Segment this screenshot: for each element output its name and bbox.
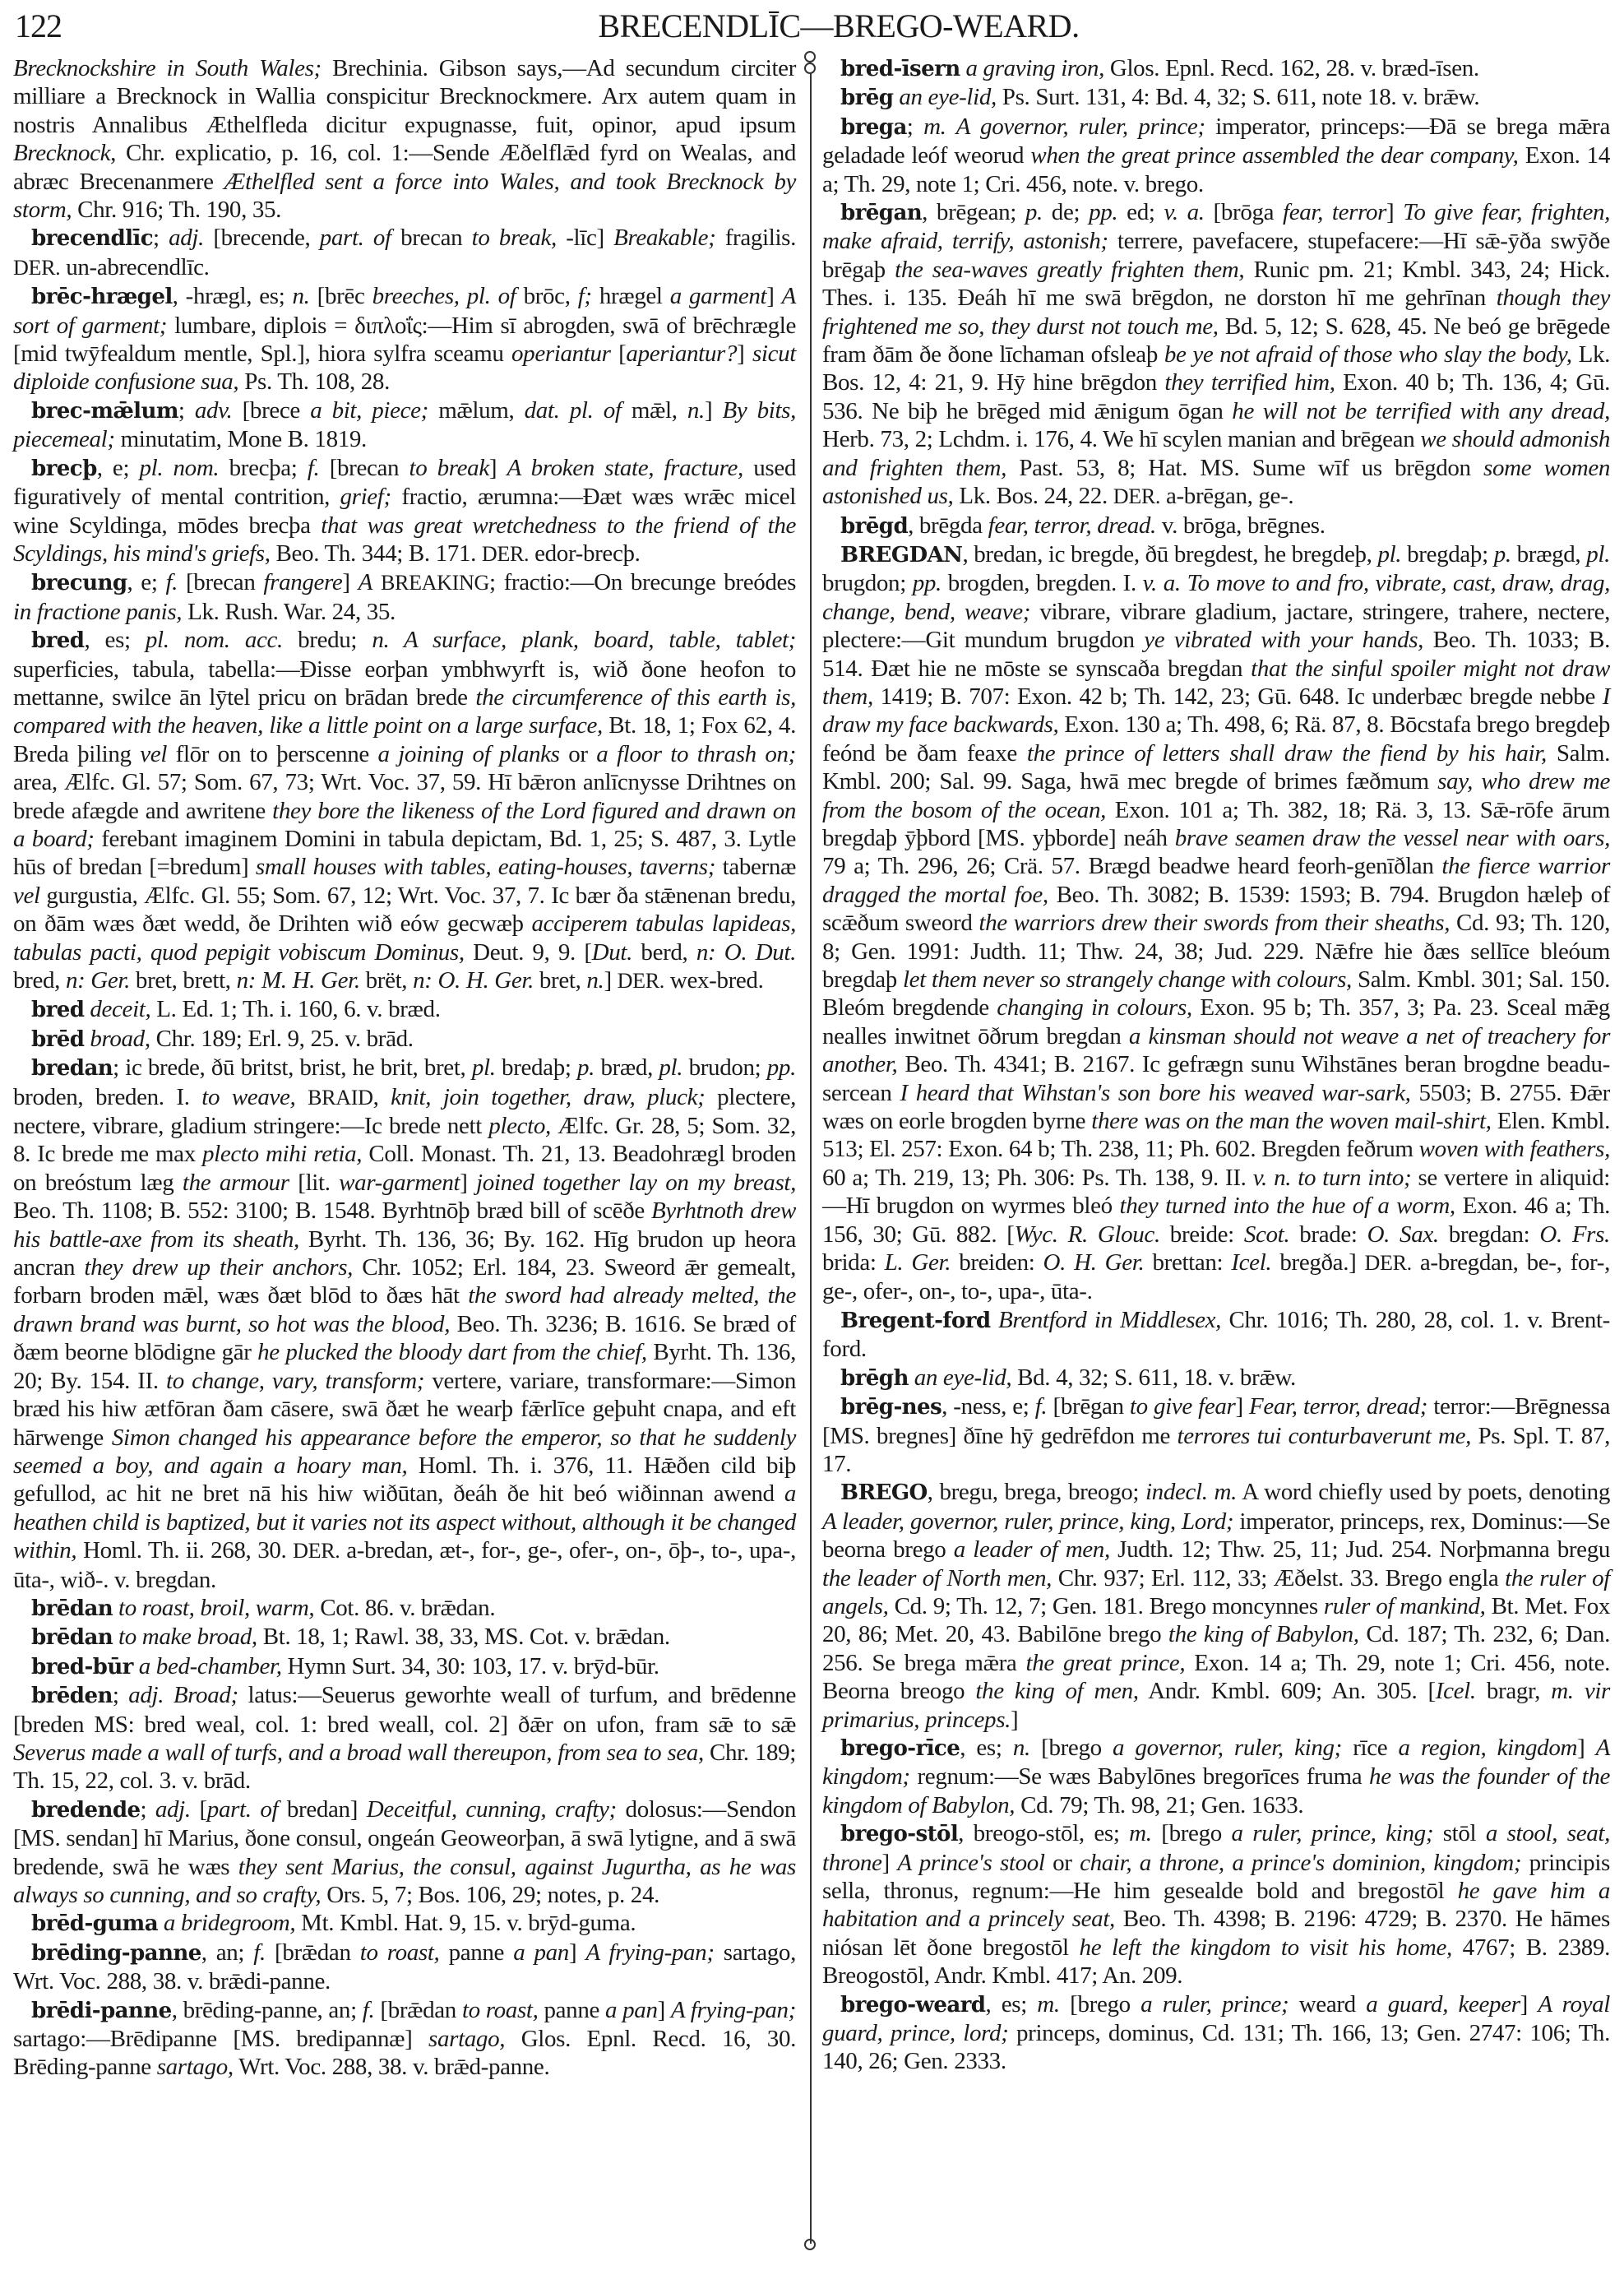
italic-gloss: n.	[687, 396, 705, 424]
headword: brego-weard	[840, 1991, 986, 2018]
italic-gloss: when the great prince assembled the dear company,	[1030, 142, 1519, 169]
italic-gloss: that was great wretchedness to the friend of the Scyldings, his mind's griefs,	[13, 512, 796, 567]
small-caps-text: DER.	[617, 969, 664, 993]
italic-gloss: changing in colours,	[997, 994, 1192, 1022]
italic-gloss: a governor, ruler, king;	[1113, 1734, 1342, 1761]
italic-gloss: Brecknockshire in South Wales;	[13, 55, 322, 81]
italic-gloss: adj.	[155, 1795, 191, 1823]
italic-gloss: he plucked the bloody dart from the chief,	[257, 1339, 647, 1366]
small-caps-text: DER.	[1364, 1251, 1412, 1276]
italic-gloss: Byrhtnoth drew his battle-axe from its sheath,	[13, 1198, 796, 1253]
italic-gloss: an eye-lid,	[899, 84, 997, 111]
italic-gloss: pl. nom.	[139, 454, 220, 481]
italic-gloss: To give fear, frighten, make afraid, terrify, astonish;	[822, 199, 1611, 255]
italic-gloss: a floor to thrash on;	[596, 740, 796, 767]
headword: bred	[31, 628, 85, 654]
small-caps-text: BRAID	[308, 1085, 373, 1110]
dictionary-entry: brecþ, e; pl. nom. brecþa; f. [brecan to break] A broken state, fracture, used figuratively of mental contrition, grief; fractio, ærumna:—Ðæt wæs wrǣc micel wine Scyldinga, mōdes brecþa that was great wretchedness to the friend of the Scyldings, his mind's griefs, Beo. Th. 344; B. 171. DER. edor-brecþ.	[13, 454, 796, 567]
italic-gloss: n.	[586, 967, 604, 994]
italic-gloss: pp.	[912, 570, 942, 597]
page-number: 122	[15, 7, 62, 44]
italic-gloss: fear, terror, dread.	[988, 512, 1156, 539]
italic-gloss: pl.	[1586, 540, 1610, 568]
dictionary-entry: bred-īsern a graving iron, Glos. Epnl. Recd. 162, 28. v. bræd-īsen.	[840, 55, 1479, 81]
headword: brēdi-panne	[31, 1997, 172, 2023]
dictionary-entry: brēg-nes, -ness, e; f. [brēgan to give fear] Fear, terror, dread; terror:—Brēgnessa [MS. bregnes] ðīne hȳ gedrēfdon me terrores tui conturbaverunt me, Ps. Spl. T. 87, 17.	[822, 1393, 1610, 1477]
italic-gloss: v. n. to turn into;	[1252, 1164, 1412, 1191]
italic-gloss: ruler of mankind,	[1323, 1592, 1486, 1619]
italic-gloss: the great prince,	[1025, 1649, 1186, 1676]
italic-gloss: adj. Broad;	[128, 1682, 238, 1709]
italic-gloss: f.	[253, 1939, 266, 1966]
italic-gloss: he was the founder of the kingdom of Babylon,	[822, 1763, 1611, 1818]
headword: brega	[840, 114, 907, 140]
italic-gloss: Icel.	[1435, 1678, 1476, 1705]
italic-gloss: there was on the man the woven mail-shirt,	[1091, 1108, 1492, 1135]
italic-gloss: ye vibrated with your hands,	[1144, 627, 1424, 654]
italic-gloss: woven with feathers,	[1418, 1136, 1610, 1163]
italic-gloss: plecto mihi retia,	[202, 1141, 363, 1168]
italic-gloss: grief;	[340, 484, 391, 511]
italic-gloss: n.	[292, 283, 310, 310]
headword: brēgh	[840, 1364, 909, 1391]
italic-gloss: O. Frs.	[1539, 1221, 1610, 1248]
italic-gloss: a kinsman should not weave a net of treachery for another,	[822, 1022, 1611, 1078]
headword: brēd-guma	[31, 1911, 159, 1937]
dictionary-entry: bredende; adj. [part. of bredan] Deceitful, cunning, crafty; dolosus:—Sendon [MS. sendan] hī Marius, ðone consul, ongeán Geoweorþan, ā swā lytigne, and ā swā bredende, swā he wæs they sent Marius, the consul, against Jugurtha, as he was always so cunning, and so crafty, Ors. 5, 7; Bos. 106, 29; notes, p. 24.	[13, 1795, 796, 1908]
headword: brecung	[31, 570, 127, 596]
italic-gloss: O. H. Ger.	[1043, 1249, 1145, 1276]
column-ornament-icon	[803, 51, 817, 72]
italic-gloss: A frying-pan;	[585, 1939, 715, 1966]
italic-gloss: sartago,	[428, 2026, 506, 2053]
left-column	[13, 54, 796, 2082]
italic-gloss: acciperem tabulas lapideas, tabulas pacti, quod pepigit vobiscum Dominus,	[13, 910, 796, 966]
italic-gloss: to give fear	[1129, 1393, 1236, 1420]
italic-gloss: a bit, piece;	[310, 396, 428, 424]
italic-gloss: p.	[576, 1054, 595, 1082]
italic-gloss: part. of	[319, 225, 391, 252]
italic-gloss: pl.	[659, 1054, 683, 1082]
italic-gloss: adv.	[194, 396, 233, 424]
italic-gloss: n. A surface, plank, board, table, tablet;	[372, 627, 796, 654]
headword: brecþ	[31, 455, 97, 481]
italic-gloss: a stool, seat, throne	[822, 1820, 1610, 1876]
italic-gloss: they terrified him,	[1164, 369, 1335, 396]
italic-gloss: f.	[1034, 1393, 1048, 1420]
italic-gloss: A royal guard, prince, lord;	[822, 1990, 1610, 2047]
italic-gloss: Simon changed his appearance before the emperor, so that he suddenly seemed a boy, and again a hoary man,	[13, 1424, 796, 1479]
italic-gloss: I heard that Wihstan's son bore his weaved war-sark,	[900, 1079, 1411, 1106]
italic-gloss: a graving iron,	[965, 55, 1104, 81]
italic-gloss: the king of men,	[975, 1678, 1139, 1705]
dictionary-entry: brēg an eye-lid, Ps. Surt. 131, 4: Bd. 4, 32; S. 611, note 18. v. brǣw.	[840, 84, 1480, 111]
right-column	[822, 54, 1610, 2076]
headword: brēgan	[840, 200, 923, 226]
italic-gloss: the circumference of this earth is, compared with the heaven, like a little point on a large surface,	[13, 683, 796, 739]
italic-gloss: the fierce warrior dragged the mortal foe,	[822, 853, 1610, 908]
italic-gloss: n: M. H. Ger.	[236, 967, 360, 994]
italic-gloss: L. Ger.	[884, 1249, 951, 1276]
page-title: BRECENDLĪC—BREGO-WEARD.	[598, 7, 1080, 44]
italic-gloss: pl. nom. acc.	[145, 627, 283, 654]
italic-gloss: he left the kingdom to visit his home,	[1079, 1934, 1452, 1961]
italic-gloss: to change, vary, transform;	[165, 1367, 425, 1394]
italic-gloss: Wyc. R. Glouc.	[1014, 1221, 1160, 1248]
italic-gloss: the ruler of angels,	[822, 1564, 1610, 1619]
italic-gloss: to weave,	[201, 1083, 296, 1110]
dictionary-entry: brec-mǣlum; adv. [brece a bit, piece; mǣlum, dat. pl. of mǣl, n.] By bits, piecemeal; minutatim, Mone B. 1819.	[13, 396, 796, 453]
italic-gloss: the prince of letters shall draw the fiend by his hair,	[1026, 739, 1547, 767]
italic-gloss: plecto,	[488, 1113, 551, 1140]
italic-gloss: to make broad,	[118, 1624, 257, 1651]
italic-gloss: he will not be terrified with any dread,	[1232, 397, 1610, 424]
italic-gloss: pp.	[766, 1054, 796, 1082]
italic-gloss: to roast,	[461, 1996, 539, 2023]
headword: brēdan	[31, 1595, 113, 1621]
italic-gloss: indecl. m.	[1145, 1479, 1238, 1506]
headword: bred-būr	[31, 1653, 133, 1679]
italic-gloss: he gave him a habitation and a princely seat,	[822, 1878, 1610, 1933]
dictionary-entry: brēdan to make broad, Bt. 18, 1; Rawl. 38, 33, MS. Cot. v. brǣdan.	[31, 1624, 670, 1651]
italic-gloss: Brecknock	[13, 140, 111, 167]
dictionary-entry: brēdi-panne, brēding-panne, an; f. [brǣdan to roast, panne a pan] A frying-pan; sartago:—Brēdipanne [MS. bredipannæ] sartago, Glos. Epnl. Recd. 16, 30. Brēding-panne sartago, Wrt. Voc. 288, 38. v. brǣd-panne.	[13, 1996, 796, 2081]
italic-gloss: say, who drew me from the bosom of the ocean,	[822, 768, 1610, 823]
dictionary-entry: brēd broad, Chr. 189; Erl. 9, 25. v. brād.	[31, 1025, 414, 1052]
headword: bredan	[31, 1055, 113, 1082]
italic-gloss: Breakable;	[613, 225, 716, 252]
italic-gloss: a pan	[605, 1996, 658, 2023]
column-divider	[810, 72, 812, 2244]
italic-gloss: sicut diploide confusione sua,	[13, 340, 796, 396]
italic-gloss: the sword had already melted, the drawn brand was burnt, so hot was the blood,	[13, 1282, 796, 1337]
headword: brēg-nes	[840, 1394, 942, 1420]
italic-gloss: knit, join together, draw, pluck;	[391, 1083, 706, 1110]
italic-gloss: adj.	[169, 225, 204, 252]
italic-gloss: n.	[1012, 1734, 1030, 1761]
italic-gloss: a garment	[669, 283, 767, 310]
italic-gloss: to roast, broil, warm,	[118, 1594, 315, 1621]
dictionary-entry: brēdan to roast, broil, warm, Cot. 86. v. brǣdan.	[31, 1594, 496, 1621]
italic-gloss: to break,	[471, 225, 557, 252]
italic-gloss: part. of	[206, 1795, 279, 1823]
headword: brēding-panne	[31, 1939, 201, 1966]
italic-gloss: A frying-pan;	[670, 1996, 796, 2023]
dictionary-entry: brecendlīc; adj. [brecende, part. of brecan to break, -līc] Breakable; fragilis. DER. un-abrecendlīc.	[13, 225, 796, 280]
dictionary-entry: brēgh an eye-lid, Bd. 4, 32; S. 611, 18. v. brǣw.	[840, 1364, 1296, 1391]
italic-gloss: A leader, governor, ruler, prince, king, Lord;	[822, 1508, 1234, 1535]
italic-gloss: terrores tui conturbaverunt me,	[1177, 1422, 1472, 1449]
small-caps-text: DER.	[13, 255, 61, 280]
italic-gloss: broad,	[90, 1025, 150, 1052]
headword: brēden	[31, 1683, 113, 1709]
italic-gloss: operiantur	[511, 340, 611, 368]
italic-gloss: By bits, piecemeal;	[13, 396, 796, 453]
italic-gloss: a ruler, prince, king;	[1231, 1820, 1434, 1847]
italic-gloss: pl.	[1377, 540, 1402, 568]
italic-gloss: aperiantur?	[626, 340, 738, 368]
entry-continuation: Brecknockshire in South Wales; Brechinia. Gibson says,—Ad secundum circiter milliare a Brecknock in Wallia conspicitur Brecknockmere. Arx autem quam in nostris Annalibus Æthelfleda dicitur expugnasse, fuit, opinor, apud ipsum Brecknock, Chr. explicatio, p. 16, col. 1:—Sende Æðelflǣd fyrd on Wealas, and abræc Brecenanmere Æthelfled sent a force into Wales, and took Brecknock by storm, Chr. 916; Th. 190, 35.	[13, 55, 797, 224]
italic-gloss: in fractione panis,	[13, 598, 183, 625]
dictionary-entry: brēden; adj. Broad; latus:—Seuerus geworhte weall of turfum, and brēdenne [breden MS: bred weal, col. 1: bred weall, col. 2] ðǣr on ufon, fram sǣ to sǣ Severus made a wall of turfs, and a broad wall thereupon, from sea to sea, Chr. 189; Th. 15, 22, col. 3. v. brād.	[13, 1682, 796, 1795]
headword: BREGDAN	[840, 541, 963, 568]
italic-gloss: n: O. Dut.	[696, 938, 796, 966]
italic-gloss: Brentford in Middlesex,	[997, 1306, 1222, 1333]
italic-gloss: dat. pl. of	[524, 396, 622, 424]
small-caps-text: BREAKING	[380, 571, 489, 595]
italic-gloss: a bridegroom,	[163, 1910, 296, 1937]
dictionary-entry: Bregent-ford Brentford in Middlesex, Chr. 1016; Th. 280, 28, col. 1. v. Brent-ford.	[822, 1306, 1610, 1363]
italic-gloss: that the sinful spoiler might not draw them,	[822, 655, 1610, 710]
italic-gloss: chair, a throne, a prince's dominion, kingdom;	[1080, 1849, 1522, 1876]
dictionary-entry: brego-stōl, breogo-stōl, es; m. [brego a ruler, prince, king; stōl a stool, seat, throne] A prince's stool or chair, a throne, a prince's dominion, kingdom; principis sella, thronus, regnum:—He him gesealde bold and bregostōl he gave him a habitation and a princely seat, Beo. Th. 4398; B. 2196: 4729; B. 2370. He hāmes niósan lēt ðone bregostōl he left the kingdom to visit his home, 4767; B. 2389. Breogostōl, Andr. Kmbl. 417; An. 209.	[822, 1820, 1611, 1990]
italic-gloss: let them never so strangely change with colours,	[902, 966, 1352, 993]
headword: BREGO	[840, 1480, 928, 1506]
italic-gloss: be ye not afraid of those who slay the body,	[1164, 341, 1572, 368]
italic-gloss: small houses with tables, eating-houses, taverns;	[255, 854, 716, 881]
dictionary-entry: bred deceit, L. Ed. 1; Th. i. 160, 6. v. bræd.	[31, 996, 441, 1023]
column-ornament-icon	[803, 2239, 817, 2260]
italic-gloss: v. a.	[1164, 199, 1205, 226]
italic-gloss: f.	[362, 1996, 375, 2023]
italic-gloss: p.	[1493, 540, 1511, 568]
italic-gloss: I draw my face backwards,	[822, 683, 1610, 739]
italic-gloss: p.	[1025, 199, 1043, 226]
italic-gloss: Dut.	[591, 938, 633, 966]
headword: brego-stōl	[840, 1821, 959, 1847]
italic-gloss: war-garment	[339, 1169, 460, 1196]
italic-gloss: a ruler, prince;	[1141, 1990, 1289, 2018]
italic-gloss: joined together lay on my breast,	[476, 1169, 796, 1196]
italic-gloss: a leader of men,	[953, 1536, 1110, 1564]
italic-gloss: though they frightened me so, they durst not touch me,	[822, 285, 1610, 340]
headword: bred	[31, 997, 85, 1023]
italic-gloss: to roast,	[359, 1939, 440, 1966]
italic-gloss: A broken state, fracture,	[507, 454, 743, 481]
italic-gloss: Deceitful, cunning, crafty;	[366, 1795, 617, 1823]
italic-gloss: A kingdom;	[822, 1734, 1611, 1791]
italic-gloss: Æthelfled sent a force into Wales, and took Brecknock by storm,	[13, 168, 796, 224]
headword: brēgd	[840, 512, 909, 539]
italic-gloss: brave seamen draw the vessel near with oars,	[1174, 824, 1610, 851]
italic-gloss: Fear, terror, dread;	[1249, 1393, 1428, 1420]
italic-gloss: they drew up their anchors,	[84, 1254, 354, 1281]
italic-gloss: some women astonished us,	[822, 454, 1610, 510]
dictionary-entry: brēc-hrægel, -hrægl, es; n. [brēc breeches, pl. of brōc, f; hrægel a garment] A sort of garment; lumbare, diplois = διπλοΐς:—Him sī abrogden, swā of brēchrægle [mid twȳfealdum mentle, Spl.], hiora sylfra sceamu operiantur [aperiantur?] sicut diploide confusione sua, Ps. Th. 108, 28.	[13, 283, 796, 396]
dictionary-entry: brega; m. A governor, ruler, prince; imperator, princeps:—Ðā se brega mǣra geladade leóf weorud when the great prince assembled the dear company, Exon. 14 a; Th. 29, note 1; Cri. 456, note. v. brego.	[822, 113, 1611, 197]
dictionary-entry: brēgan, brēgean; p. de; pp. ed; v. a. [brōga fear, terror] To give fear, frighten, make afraid, terrify, astonish; terrere, pavefacere, stupefacere:—Hī sǣ-ȳða swȳðe brēgaþ the sea-waves greatly frighten them, Runic pm. 21; Kmbl. 343, 24; Hick. Thes. i. 135. Ðeáh hī me swā brēgdon, ne dorston hī me gehrīnan though they frightened me so, they durst not touch me, Bd. 5, 12; S. 628, 45. Ne beó ge brēgede fram ðām ðe ðone līchaman ofsleaþ be ye not afraid of those who slay the body, Lk. Bos. 12, 4: 21, 9. Hȳ hine brēgdon they terrified him, Exon. 40 b; Th. 136, 4; Gū. 536. Ne biþ he brēged mid ǣnigum ōgan he will not be terrified with any dread, Herb. 73, 2; Lchdm. i. 176, 4. We hī scylen manian and brēgean we should admonish and frighten them, Past. 53, 8; Hat. MS. Sume wīf us brēgdon some women astonished us, Lk. Bos. 24, 22. DER. a-brēgan, ge-.	[822, 199, 1611, 510]
italic-gloss: they turned into the hue of a worm,	[1119, 1193, 1455, 1220]
italic-gloss: a pan	[513, 1939, 569, 1966]
italic-gloss: vel	[140, 740, 168, 767]
italic-gloss: the warriors drew their swords from their sheaths,	[979, 910, 1450, 937]
dictionary-entry: brego-weard, es; m. [brego a ruler, prince; weard a guard, keeper] A royal guard, prince, lord; princeps, dominus, Cd. 131; Th. 166, 13; Gen. 2747: 106; Th. 140, 26; Gen. 2333.	[822, 1990, 1610, 2075]
italic-gloss: deceit,	[90, 996, 151, 1023]
headword: brecendlīc	[31, 225, 154, 252]
dictionary-entry: brēding-panne, an; f. [brǣdan to roast, panne a pan] A frying-pan; sartago, Wrt. Voc. 288, 38. v. brǣdi-panne.	[13, 1939, 796, 1995]
italic-gloss: Scot.	[1243, 1221, 1290, 1248]
italic-gloss: m. A governor, ruler, prince;	[923, 113, 1205, 140]
headword: brēc-hrægel	[31, 284, 173, 310]
italic-gloss: a bed-chamber,	[138, 1652, 282, 1679]
italic-gloss: fear, terror	[1283, 199, 1387, 226]
italic-gloss: O. Sax.	[1367, 1221, 1439, 1248]
dictionary-entry: brēd-guma a bridegroom, Mt. Kmbl. Hat. 9, 15. v. brȳd-guma.	[31, 1910, 636, 1937]
italic-gloss: n: O. H. Ger.	[413, 967, 534, 994]
italic-gloss: m.	[1129, 1820, 1152, 1847]
italic-gloss: pl.	[471, 1054, 496, 1082]
headword: bredende	[31, 1796, 141, 1823]
headword: brēd	[31, 1026, 85, 1052]
italic-gloss: A	[358, 569, 373, 596]
italic-gloss: an eye-lid,	[914, 1364, 1012, 1391]
italic-gloss: a guard, keeper	[1366, 1990, 1520, 2018]
headword: brēdan	[31, 1624, 113, 1651]
italic-gloss: A sort of garment;	[13, 283, 796, 339]
dictionary-entry: BREGDAN, bredan, ic bregde, ðū bregdest, he bregdeþ, pl. bregdaþ; p. brægd, pl. brugdon; pp. brogden, bregden. I. v. a. To move to and fro, vibrate, cast, draw, drag, change, bend, weave; vibrare, vibrare gladium, jactare, stringere, trahere, nectere, plectere:—Git mundum brugdon ye vibrated with your hands, Beo. Th. 1033; B. 514. Ðæt hie ne mōste se synscaða bregdan that the sinful spoiler might not draw them, 1419; B. 707: Exon. 42 b; Th. 142, 23; Gū. 648. Ic underbæc bregde nebbe I draw my face backwards, Exon. 130 a; Th. 498, 6; Rä. 87, 8. Bōcstafa brego bregdeþ feónd be ðam feaxe the prince of letters shall draw the fiend by his hair, Salm. Kmbl. 200; Sal. 99. Saga, hwā mec bregde of brimes fæðmum say, who drew me from the bosom of the ocean, Exon. 101 a; Th. 382, 18; Rä. 3, 13. Sǣ-rōfe ārum bregdaþ ȳþbord [MS. yþborde] neáh brave seamen draw the vessel near with oars, 79 a; Th. 296, 26; Crä. 57. Brægd beadwe heard feorh-genīðlan the fierce warrior dragged the mortal foe, Beo. Th. 3082; B. 1539: 1593; B. 794. Brugdon hæleþ of scǣðum sweord the warriors drew their swords from their sheaths, Cd. 93; Th. 120, 8; Gen. 1991: Judth. 11; Thw. 24, 38; Jud. 229. Nǣfre hie ðæs sellīce bleóum bregdaþ let them never so strangely change with colours, Salm. Kmbl. 301; Sal. 150. Bleóm bregdende changing in colours, Exon. 95 b; Th. 357, 3; Pa. 23. Sceal mǣg nealles inwitnet ōðrum bregdan a kinsman should not weave a net of treachery for another, Beo. Th. 4341; B. 2167. Ic gefrægn sunu Wihstānes beran brogdne beadu-sercean I heard that Wihstan's son bore his weaved war-sark, 5503; B. 2755. Ðǣr wæs on eorle brogden byrne there was on the man the woven mail-shirt, Elen. Kmbl. 513; El. 257: Exon. 64 b; Th. 238, 11; Ph. 602. Bregden feðrum woven with feathers, 60 a; Th. 219, 13; Ph. 306: Ps. Th. 138, 9. II. v. n. to turn into; se vertere in aliquid:—Hī brugdon on wyrmes bleó they turned into the hue of a worm, Exon. 46 a; Th. 156, 30; Gū. 882. [Wyc. R. Glouc. breide: Scot. brade: O. Sax. bregdan: O. Frs. brida: L. Ger. breiden: O. H. Ger. brettan: Icel. bregða.] DER. a-bregdan, be-, for-, ge-, ofer-, on-, to-, upa-, ūta-.	[822, 540, 1611, 1305]
dictionary-entry: bred-būr a bed-chamber, Hymn Surt. 34, 30: 103, 17. v. brȳd-būr.	[31, 1652, 659, 1679]
italic-gloss: f.	[165, 569, 178, 596]
italic-gloss: vel	[13, 882, 40, 909]
italic-gloss: sartago,	[156, 2054, 234, 2081]
italic-gloss: we should admonish and frighten them,	[822, 426, 1610, 481]
italic-gloss: to break	[409, 454, 489, 481]
italic-gloss: they sent Marius, the consul, against Jugurtha, as he was always so cunning, and so crafty,	[13, 1853, 796, 1908]
small-caps-text: DER.	[293, 1539, 340, 1564]
headword: brēg	[840, 85, 894, 111]
italic-gloss: m. vir primarius, princeps.	[822, 1678, 1610, 1733]
italic-gloss: the sea-waves greatly frighten them,	[895, 256, 1245, 283]
italic-gloss: a joining of planks	[377, 740, 560, 767]
italic-gloss: they bore the likeness of the Lord figured and drawn on a board;	[13, 797, 796, 852]
italic-gloss: f.	[307, 454, 320, 481]
small-caps-text: DER.	[1113, 484, 1161, 509]
italic-gloss: the leader of North men,	[822, 1564, 1053, 1591]
headword: Bregent-ford	[840, 1307, 991, 1333]
italic-gloss: pp.	[1089, 199, 1118, 226]
italic-gloss: breeches, pl. of	[372, 283, 516, 310]
italic-gloss: f;	[577, 283, 592, 310]
italic-gloss: Icel.	[1231, 1249, 1272, 1276]
italic-gloss: the armour	[182, 1169, 289, 1196]
italic-gloss: Severus made a wall of turfs, and a broad wall thereupon, from sea to sea,	[13, 1739, 704, 1766]
italic-gloss: n: Ger.	[65, 967, 131, 994]
headword: bred-īsern	[840, 56, 960, 81]
headword: brec-mǣlum	[31, 397, 178, 424]
headword: brego-rīce	[840, 1735, 960, 1761]
dictionary-entry: brego-rīce, es; n. [brego a governor, ruler, king; rīce a region, kingdom] A kingdom; regnum:—Se wæs Babylōnes bregorīces fruma he was the founder of the kingdom of Babylon, Cd. 79; Th. 98, 21; Gen. 1633.	[822, 1734, 1611, 1818]
dictionary-entry: bred, es; pl. nom. acc. bredu; n. A surface, plank, board, table, tablet; superficies, tabula, tabella:—Ðisse eorþan ymbhwyrft is, wið ðone heofon to mettanne, swilce ān lȳtel pricu on brādan brede the circumference of this earth is, compared with the heaven, like a little point on a large surface, Bt. 18, 1; Fox 62, 4. Breda þiling vel flōr on to þerscenne a joining of planks or a floor to thrash on; area, Ælfc. Gl. 57; Som. 67, 73; Wrt. Voc. 37, 59. Hī bǣron anlīcnysse Drihtnes on brede afægde and awritene they bore the likeness of the Lord figured and drawn on a board; ferebant imaginem Domini in tabula depictam, Bd. 1, 25; S. 487, 3. Lytle hūs of bredan [=bredum] small houses with tables, eating-houses, taverns; tabernæ vel gurgustia, Ælfc. Gl. 55; Som. 67, 12; Wrt. Voc. 37, 7. Ic bær ða stǣnenan bredu, on ðām wæs ðæt wedd, ðe Drihten wið eów gecwæþ acciperem tabulas lapideas, tabulas pacti, quod pepigit vobiscum Dominus, Deut. 9, 9. [Dut. berd, n: O. Dut. bred, n: Ger. bret, brett, n: M. H. Ger. brët, n: O. H. Ger. bret, n.] DER. wex-bred.	[13, 627, 796, 994]
italic-gloss: v. a. To move to and fro, vibrate, cast, draw, drag, change, bend, weave;	[822, 570, 1610, 625]
dictionary-entry: brēgd, brēgda fear, terror, dread. v. brōga, brēgnes.	[840, 512, 1326, 539]
dictionary-entry: BREGO, bregu, brega, breogo; indecl. m. A word chiefly used by poets, denoting A leader, governor, ruler, prince, king, Lord; imperator, princeps, rex, Dominus:—Se beorna brego a leader of men, Judth. 12; Thw. 25, 11; Jud. 254. Norþmanna bregu the leader of North men, Chr. 937; Erl. 112, 33; Æðelst. 33. Brego engla the ruler of angels, Cd. 9; Th. 12, 7; Gen. 181. Brego moncynnes ruler of mankind, Bt. Met. Fox 20, 86; Met. 20, 43. Babilōne brego the king of Babylon, Cd. 187; Th. 232, 6; Dan. 256. Se brega mǣra the great prince, Exon. 14 a; Th. 29, note 1; Cri. 456, note. Beorna breogo the king of men, Andr. Kmbl. 609; An. 305. [Icel. bragr, m. vir primarius, princeps.]	[822, 1479, 1611, 1733]
italic-gloss: A prince's stool	[897, 1849, 1045, 1876]
italic-gloss: a heathen child is baptized, but it varies not its aspect without, although it be changed within,	[13, 1480, 796, 1564]
dictionary-entry: bredan; ic brede, ðū britst, brist, he brit, bret, pl. bredaþ; p. bræd, pl. brudon; pp. broden, breden. I. to weave, BRAID, knit, join together, draw, pluck; plectere, nectere, vibrare, gladium stringere:—Ic brede nett plecto, Ælfc. Gr. 28, 5; Som. 32, 8. Ic brede me max plecto mihi retia, Coll. Monast. Th. 21, 13. Beadohrægl broden on breóstum læg the armour [lit. war-garment] joined together lay on my breast, Beo. Th. 1108; B. 552: 3100; B. 1548. Byrhtnōþ bræd bill of scēðe Byrhtnoth drew his battle-axe from its sheath, Byrht. Th. 136, 36; By. 162. Hīg brudon up heora ancran they drew up their anchors, Chr. 1052; Erl. 184, 23. Sweord ǣr gemealt, forbarn broden mǣl, wæs ðæt blōd to ðæs hāt the sword had already melted, the drawn brand was burnt, so hot was the blood, Beo. Th. 3236; B. 1616. Se bræd of ðæm beorne blōdigne gār he plucked the bloody dart from the chief, Byrht. Th. 136, 20; By. 154. II. to change, vary, transform; vertere, variare, transformare:—Simon bræd his hiw ætfōran ðam cāsere, swā ðæt he wearþ fǣrlīce geþuht cnapa, and eft hārwenge Simon changed his appearance before the emperor, so that he suddenly seemed a boy, and again a hoary man, Homl. Th. i. 376, 11. Hǣðen cild biþ gefullod, ac hit ne bret nā his hiw wiðūtan, ðeáh ðe hit beó wiðinnan awend a heathen child is baptized, but it varies not its aspect without, although it be changed within, Homl. Th. ii. 268, 30. DER. a-bredan, æt-, for-, ge-, ofer-, on-, ōþ-, to-, upa-, ūta-, wið-. v. bregdan.	[13, 1054, 797, 1593]
small-caps-text: DER.	[481, 541, 530, 566]
italic-gloss: frangere	[263, 569, 343, 596]
italic-gloss: m.	[1037, 1990, 1060, 2018]
italic-gloss: the king of Babylon,	[1168, 1621, 1359, 1648]
italic-gloss: a region, kingdom	[1398, 1734, 1578, 1761]
dictionary-entry: brecung, e; f. [brecan frangere] A BREAKING; fractio:—On brecunge breódes in fractione panis, Lk. Rush. War. 24, 35.	[13, 569, 796, 625]
